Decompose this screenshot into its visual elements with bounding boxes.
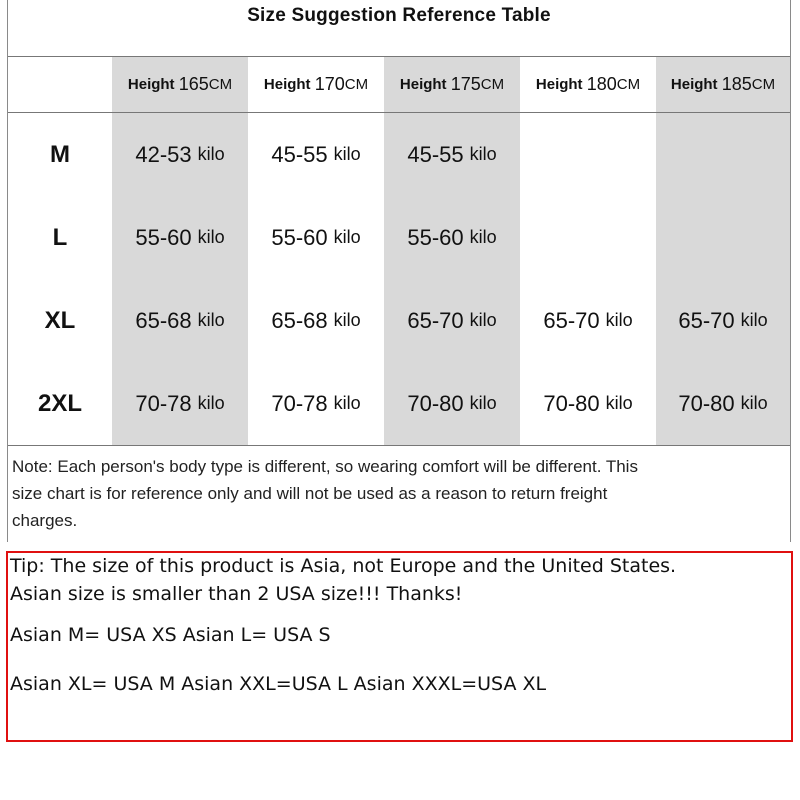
- cell-xl-170: 65-68 kilo: [271, 307, 361, 333]
- note-line-1: Note: Each person's body type is different, so wearing comfort will be different. This: [12, 457, 638, 476]
- cell-xl-165: 65-68 kilo: [135, 307, 225, 333]
- note-line-3: charges.: [12, 511, 78, 530]
- cell-2xl-165: 70-78 kilo: [135, 390, 225, 416]
- cell-m-175: 45-55 kilo: [407, 141, 497, 167]
- cell-l-170: 55-60 kilo: [271, 224, 361, 250]
- cell-xl-175: 65-70 kilo: [407, 307, 497, 333]
- table-title: Size Suggestion Reference Table: [247, 5, 551, 26]
- tip-line-1: Tip: The size of this product is Asia, not Europe and the United States.: [10, 555, 677, 577]
- tip-line-3: Asian M= USA XS Asian L= USA S: [10, 624, 331, 646]
- cell-l-185: [656, 196, 790, 279]
- note-text: [12, 453, 782, 534]
- row-label-m: M: [50, 140, 70, 168]
- size-grid: [8, 57, 790, 446]
- cell-m-165: 42-53 kilo: [135, 141, 225, 167]
- tip-line-4: Asian XL= USA M Asian XXL=USA L Asian XXXL=USA XL: [10, 673, 547, 695]
- cell-xl-185: 65-70 kilo: [678, 307, 768, 333]
- cell-2xl-175: 70-80 kilo: [407, 390, 497, 416]
- row-label-2xl: 2XL: [37, 389, 82, 417]
- header-height-185: Height 185 CM: [670, 74, 776, 94]
- cell-l-165: 55-60 kilo: [135, 224, 225, 250]
- tip-line-2: Asian size is smaller than 2 USA size!!! Thanks!: [10, 583, 463, 605]
- cell-xl-180: 65-70 kilo: [543, 307, 633, 333]
- cell-m-170: 45-55 kilo: [271, 141, 361, 167]
- cell-2xl-180: 70-80 kilo: [543, 390, 633, 416]
- size-table-frame: [7, 0, 791, 542]
- cell-m-180: [520, 113, 656, 196]
- tip-box: [6, 551, 793, 742]
- header-height-175: Height 175 CM: [399, 74, 505, 94]
- row-label-l: L: [52, 223, 68, 251]
- cell-l-175: 55-60 kilo: [407, 224, 497, 250]
- header-height-165: Height 165 CM: [127, 74, 233, 94]
- header-height-180: Height 180 CM: [535, 74, 641, 94]
- row-label-xl: XL: [44, 306, 76, 334]
- cell-m-185: [656, 113, 790, 196]
- header-height-170: Height 170 CM: [263, 74, 369, 94]
- cell-l-180: [520, 196, 656, 279]
- cell-2xl-170: 70-78 kilo: [271, 390, 361, 416]
- cell-2xl-185: 70-80 kilo: [678, 390, 768, 416]
- note-line-2: size chart is for reference only and will not be used as a reason to return freight: [12, 484, 608, 503]
- title-row: [8, 0, 790, 57]
